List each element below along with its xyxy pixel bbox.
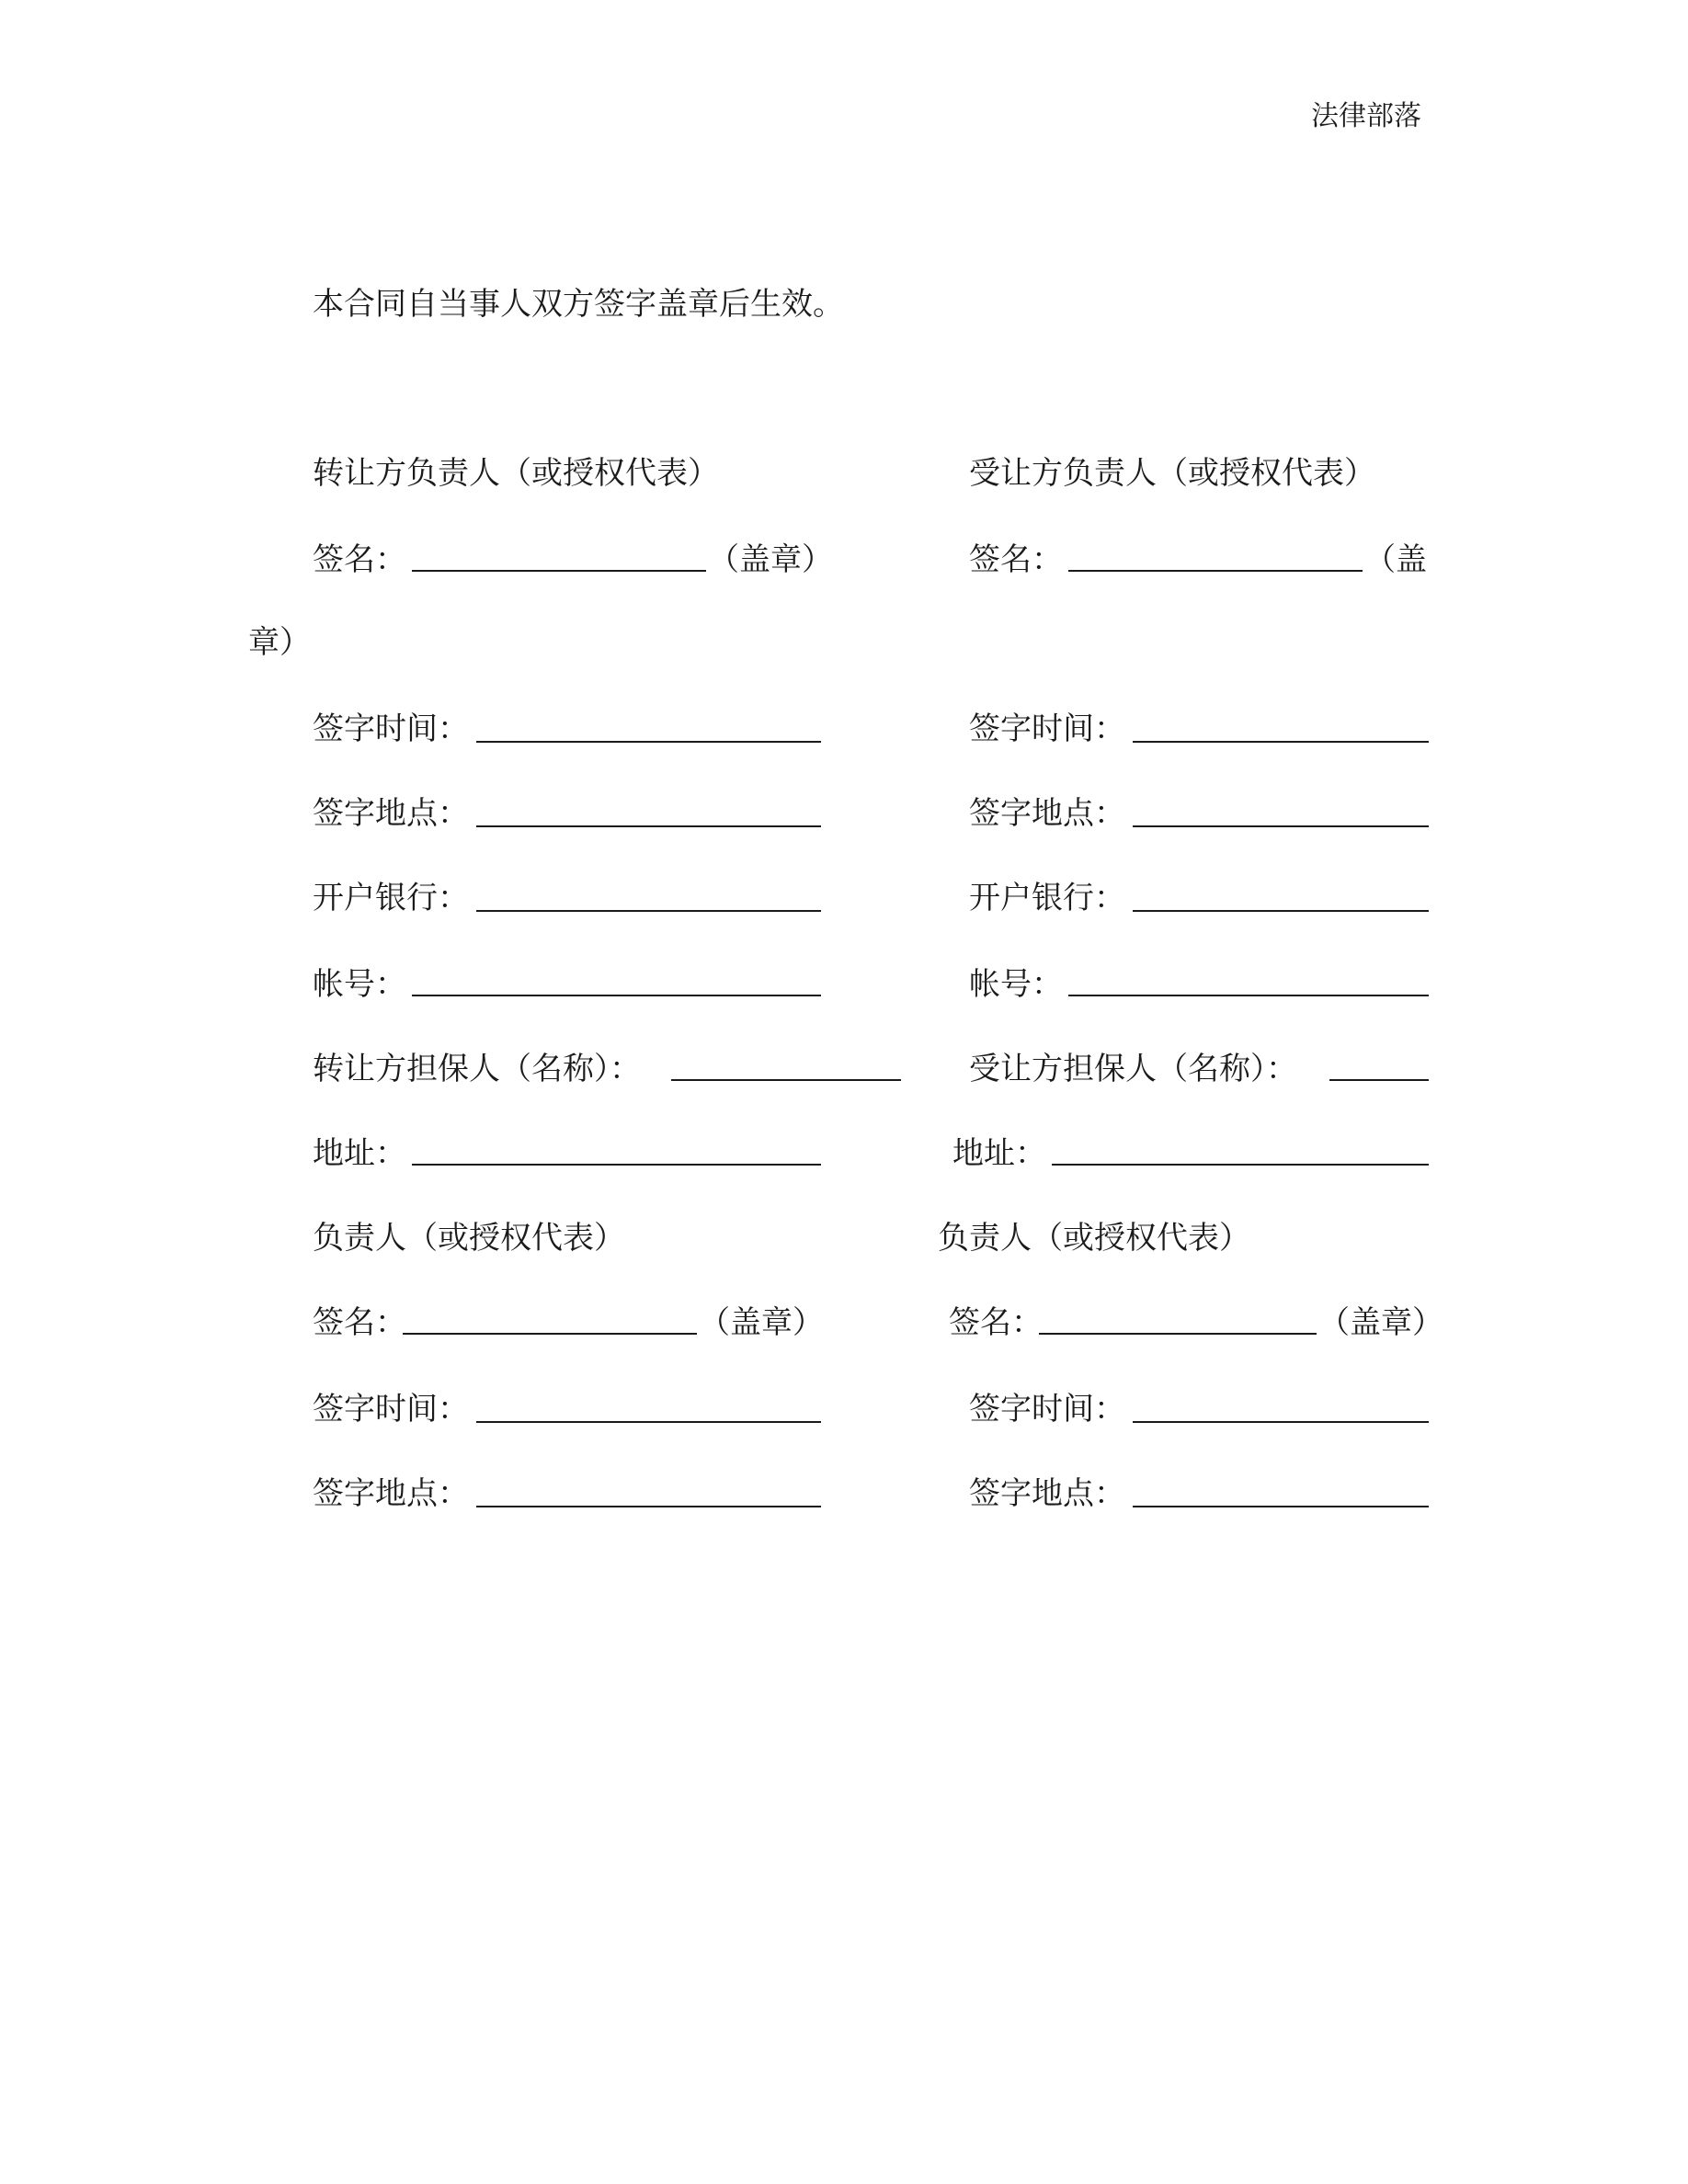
transferor-heading: 转让方负责人（或授权代表） [313,455,719,492]
transferee-account-label: 帐号： [969,966,1063,1003]
transferor-sign-time-label: 签字时间： [313,711,469,747]
transferor-guarantor-line[interactable] [671,1079,901,1081]
transferor-guarantor-sign-place-line[interactable] [476,1506,821,1507]
transferee-guarantor-sign-time-line[interactable] [1133,1421,1429,1423]
transferee-heading: 受让方负责人（或授权代表） [969,455,1375,492]
transferee-sign-line[interactable] [1068,570,1363,572]
transferor-sign-time-line[interactable] [476,741,821,743]
transferee-sign-place-label: 签字地点： [969,795,1125,832]
transferor-bank-label: 开户银行： [313,880,469,916]
transferor-bank-line[interactable] [476,910,821,912]
transferee-sign-place-line[interactable] [1133,825,1429,827]
transferee-bank-label: 开户银行： [969,880,1125,916]
transferor-guarantor-sign-place-label: 签字地点： [313,1475,469,1512]
transferee-address-label: 地址： [952,1135,1046,1172]
transferee-sign-time-line[interactable] [1133,741,1429,743]
transferee-guarantor-sign-line[interactable] [1039,1333,1317,1335]
transferor-guarantor-sign-line[interactable] [403,1333,697,1335]
transferor-guarantor-sign-label: 签名： [313,1304,406,1341]
transferee-guarantor-sign-label: 签名： [949,1304,1043,1341]
transferor-guarantor-label: 转让方担保人（名称）： [313,1051,641,1087]
transferor-guarantor-seal-label: （盖章） [699,1304,824,1341]
transferor-account-line[interactable] [412,995,821,996]
transferee-sign-time-label: 签字时间： [969,711,1125,747]
transferor-sign-line[interactable] [412,570,706,572]
effective-clause: 本合同自当事人双方签字盖章后生效。 [313,286,844,323]
transferee-guarantor-sign-place-line[interactable] [1133,1506,1429,1507]
transferee-address-line[interactable] [1052,1164,1429,1166]
transferee-bank-line[interactable] [1133,910,1429,912]
transferor-sign-label: 签名： [313,541,406,578]
transferee-guarantor-sign-time-label: 签字时间： [969,1391,1125,1428]
transferee-guarantor-line[interactable] [1329,1079,1429,1081]
transferee-guarantor-rep-heading: 负责人（或授权代表） [938,1220,1250,1257]
transferee-sign-label: 签名： [969,541,1063,578]
transferee-guarantor-label: 受让方担保人（名称）： [969,1051,1297,1087]
transferee-guarantor-sign-place-label: 签字地点： [969,1475,1125,1512]
transferee-guarantor-seal-label: （盖章） [1318,1304,1443,1341]
transferor-guarantor-rep-heading: 负责人（或授权代表） [313,1220,625,1257]
transferor-account-label: 帐号： [313,966,406,1003]
transferor-sign-place-line[interactable] [476,825,821,827]
header-brand: 法律部落 [1311,100,1421,132]
transferor-address-label: 地址： [313,1135,406,1172]
transferor-seal-wrap-tail: 章） [248,624,311,661]
transferor-sign-place-label: 签字地点： [313,795,469,832]
transferor-address-line[interactable] [412,1164,821,1166]
transferor-guarantor-sign-time-label: 签字时间： [313,1391,469,1428]
transferee-account-line[interactable] [1068,995,1429,996]
transferor-seal-label: （盖章） [708,541,833,578]
transferor-guarantor-sign-time-line[interactable] [476,1421,821,1423]
transferee-seal-label-wrapped: （盖 [1364,541,1427,578]
